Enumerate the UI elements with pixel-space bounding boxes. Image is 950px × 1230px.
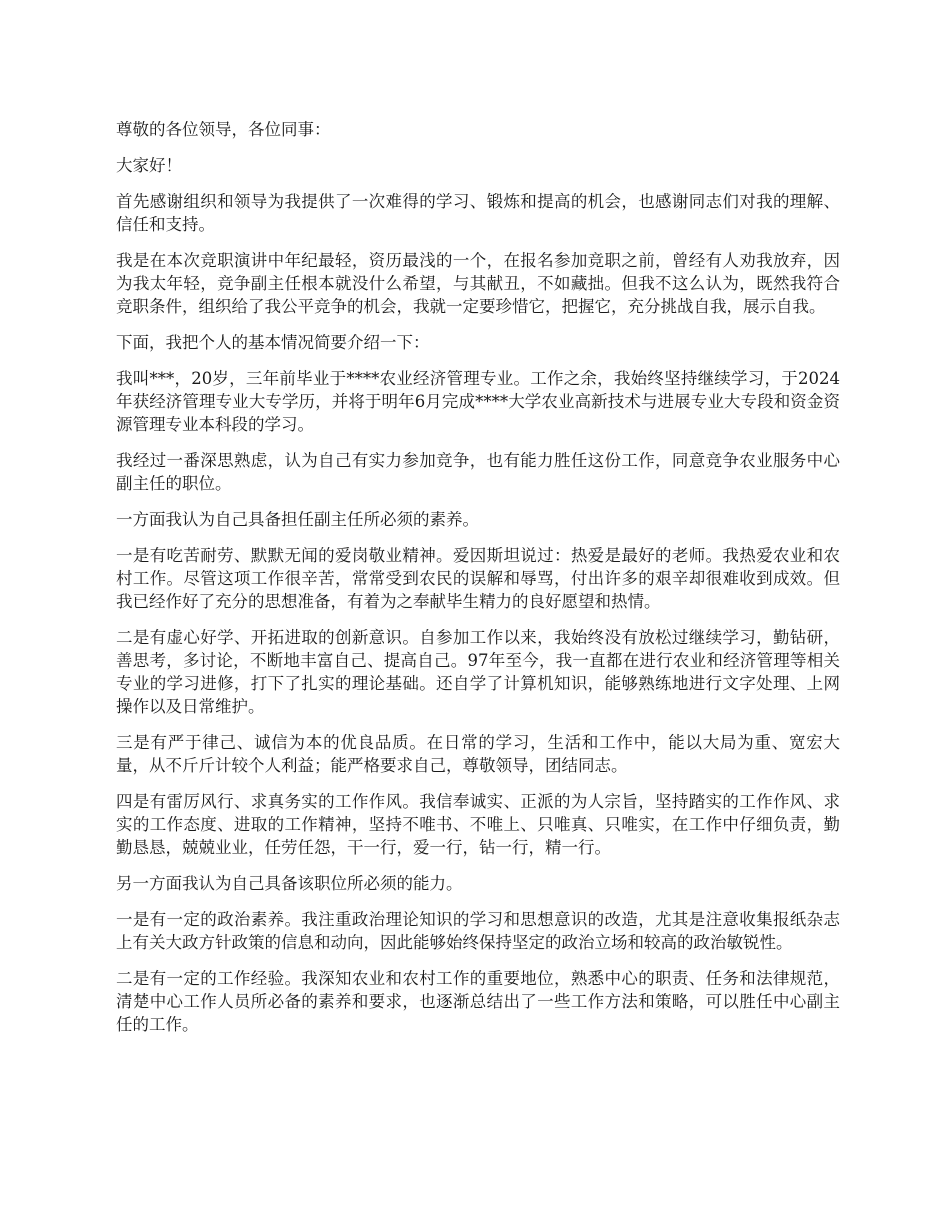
paragraph-background: 我叫***，20岁，三年前毕业于****农业经济管理专业。工作之余，我始终坚持继续学习，于2024年获经济管理专业大专学历，并将于明年6月完成****大学农业高新技术与进展专业大专段和资金资源管理专业本科段的学习。 bbox=[116, 369, 840, 434]
document-page bbox=[116, 118, 840, 1049]
paragraph-quality-4: 四是有雷厉风行、求真务实的工作作风。我信奉诚实、正派的为人宗旨，坚持踏实的工作作风、求实的工作态度、进取的工作精神，坚持不唯书、不唯上、只唯真、只唯实，在工作中仔细负责，勤勤恳恳，兢兢业业，任劳任怨，干一行，爱一行，钻一行，精一行。 bbox=[116, 792, 840, 857]
paragraph-intro: 我是在本次竞职演讲中年纪最轻，资历最浅的一个，在报名参加竞职之前，曾经有人劝我放弃，因为我太年轻，竞争副主任根本就没什么希望，与其献丑，不如藏拙。但我不这么认为，既然我符合竞职条件，组织给了我公平竞争的机会，我就一定要珍惜它，把握它，充分挑战自我，展示自我。 bbox=[116, 251, 840, 316]
paragraph-qualities-heading: 一方面我认为自己具备担任副主任所必须的素养。 bbox=[116, 510, 479, 529]
paragraph-ability-1: 一是有一定的政治素养。我注重政治理论知识的学习和思想意识的改造，尤其是注意收集报纸杂志上有关大政方针政策的信息和动向，因此能够始终保持坚定的政治立场和较高的政治敏锐性。 bbox=[116, 910, 840, 952]
salutation: 尊敬的各位领导，各位同事： bbox=[116, 120, 331, 139]
greeting: 大家好！ bbox=[116, 156, 182, 175]
paragraph-quality-2: 二是有虚心好学、开拓进取的创新意识。自参加工作以来，我始终没有放松过继续学习，勤钻研，善思考，多讨论，不断地丰富自己、提高自己。97年至今，我一直都在进行农业和经济管理等相关专业的学习进修，打下了扎实的理论基础。还自学了计算机知识，能够熟练地进行文字处理、上网操作以及日常维护。 bbox=[116, 628, 840, 716]
paragraph-ability-2: 二是有一定的工作经验。我深知农业和农村工作的重要地位，熟悉中心的职责、任务和法律规范，清楚中心工作人员所必备的素养和要求，也逐渐总结出了一些工作方法和策略，可以胜任中心副主任的工作。 bbox=[116, 969, 840, 1034]
paragraph-quality-3: 三是有严于律己、诚信为本的优良品质。在日常的学习，生活和工作中，能以大局为重、宽宏大量，从不斤斤计较个人利益；能严格要求自己，尊敬领导，团结同志。 bbox=[116, 733, 840, 775]
paragraph-quality-1: 一是有吃苦耐劳、默默无闻的爱岗敬业精神。爱因斯坦说过：热爱是最好的老师。我热爱农业和农村工作。尽管这项工作很辛苦，常常受到农民的误解和辱骂，付出许多的艰辛却很难收到成效。但我已经作好了充分的思想准备，有着为之奉献毕生精力的良好愿望和热情。 bbox=[116, 546, 840, 611]
paragraph-decision: 我经过一番深思熟虑，认为自己有实力参加竞争，也有能力胜任这份工作，同意竞争农业服务中心副主任的职位。 bbox=[116, 451, 840, 493]
paragraph-thanks: 首先感谢组织和领导为我提供了一次难得的学习、锻炼和提高的机会，也感谢同志们对我的理解、信任和支持。 bbox=[116, 192, 840, 234]
paragraph-abilities-heading: 另一方面我认为自己具备该职位所必须的能力。 bbox=[116, 874, 463, 893]
paragraph-transition: 下面，我把个人的基本情况简要介绍一下： bbox=[116, 333, 430, 352]
